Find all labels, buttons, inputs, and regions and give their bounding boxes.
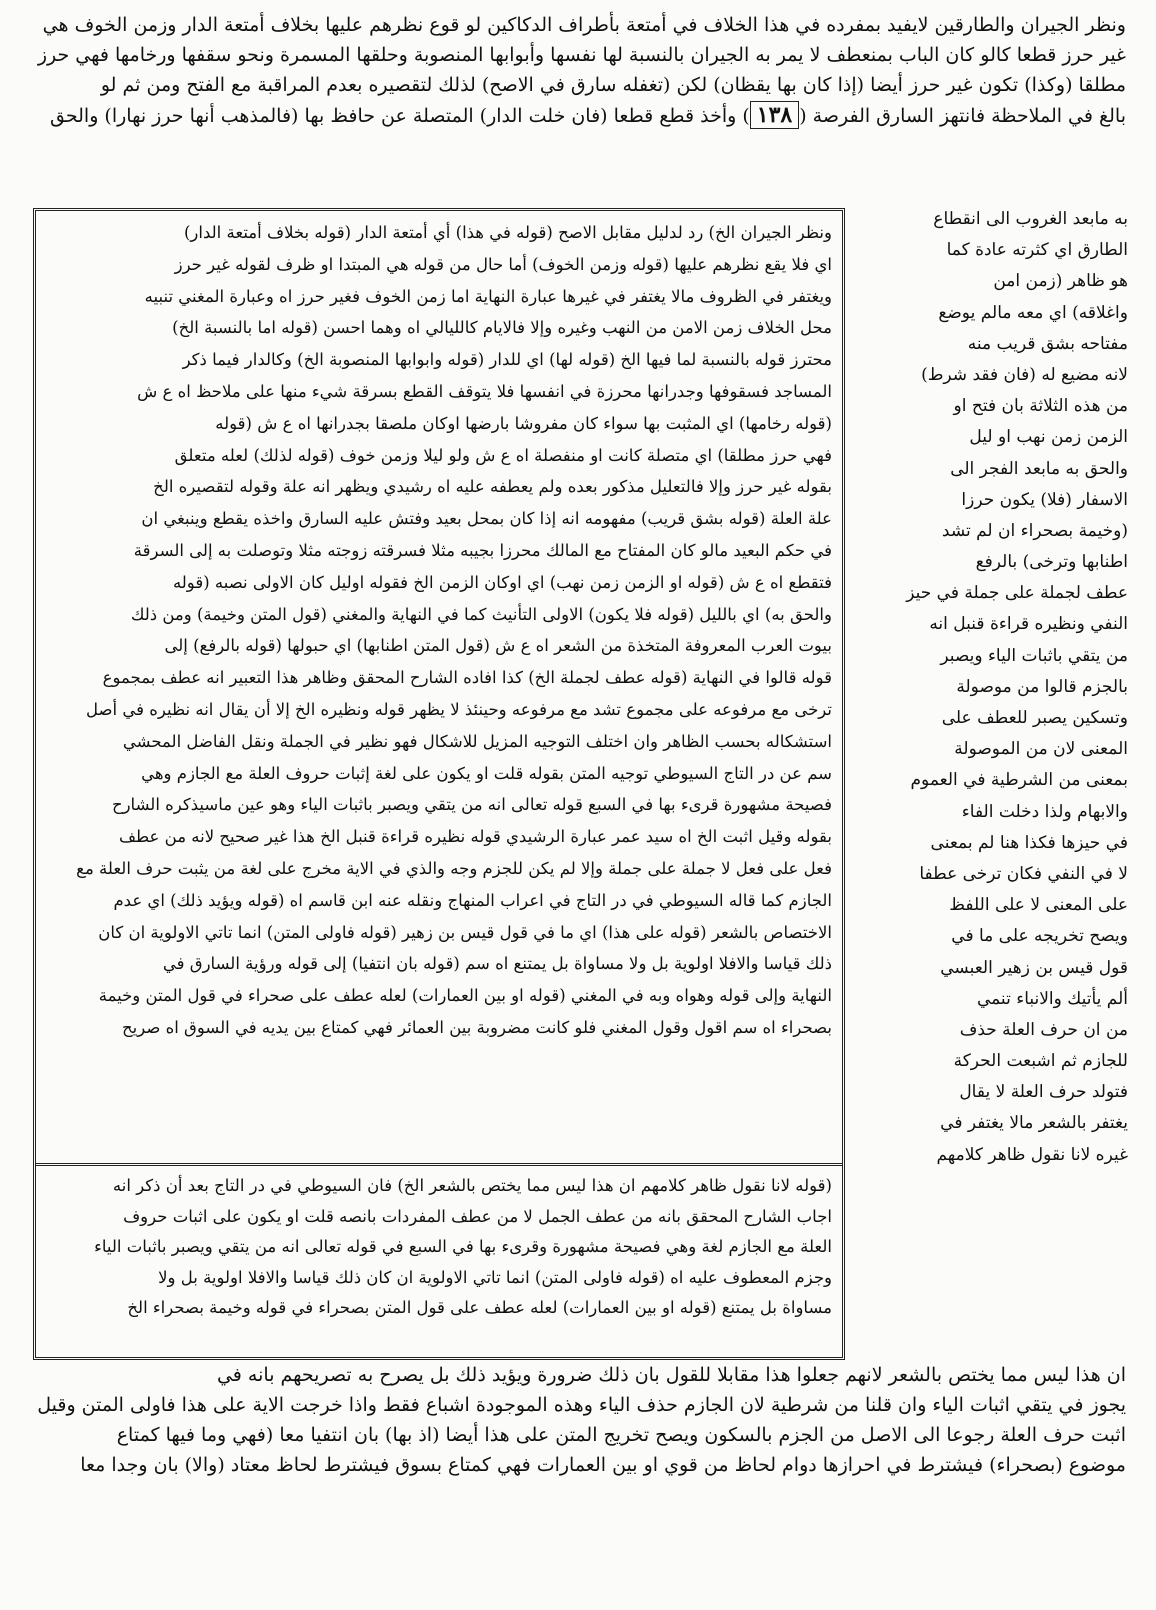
section-divider [36, 1163, 842, 1166]
side-line: غيره لانا نقول ظاهر كلامهم [936, 1144, 1128, 1165]
main-text-top [34, 10, 1126, 130]
side-line: واغلاقه) اي معه مالم يوضع [938, 302, 1128, 323]
commentary-line: محترز قوله بالنسبة لما فيها الخ (قوله لها) اي للدار (قوله وابوابها المنصوبة الخ) وكالدار فيما ذكر [182, 350, 832, 370]
commentary-line: النهاية وإلى قوله وهواه وبه في المغني (قوله او بين العمارات) لعله عطف على صحراء في قول المتن وخيمة [98, 986, 832, 1006]
commentary-frame [33, 208, 845, 1360]
commentary-line: ذلك قياسا والافلا اولوية بل ولا مساواة بل يمتنع اه سم (قوله بان انتفيا) إلى قوله ورؤية السارق في [162, 954, 832, 974]
side-line: بالجزم قالوا من موصولة [956, 676, 1128, 697]
text-line: ونظر الجيران والطارقين لايفيد بمفرده في هذا الخلاف في أمتعة بأطراف الدكاكين لو قوع نظرهم عليها بخلاف أمتعة الدار وزمن الخوف هي [42, 14, 1126, 36]
side-line: هو ظاهر (زمن امن [993, 271, 1128, 292]
commentary-line: ترخى مع مرفوعه على مجموع تشد مع مرفوعه وحينئذ لا يظهر قوله ونظيره الخ إلا أن يقال انه نظيره في أصل [86, 699, 832, 719]
commentary-line: فعل على فعل لا جملة على جملة وإلا لم يكن للجزم وجه والذي في الاية مخرج على لغة من يثبت حرف العلة مع [76, 858, 832, 878]
text-line: اثبت حرف العلة رجوعا الى الاصل من الجزم بالسكون ويصح تخريج المتن على هذا أيضا (اذ بها) بان انتفيا معا (فهي وما فيها كمتاع [116, 1424, 1126, 1446]
commentary-line: فصيحة مشهورة قرىء بها في السبع قوله تعالى انه من يتقي ويصبر باثبات الياء وهو عين ماسيذكره الشارح [111, 795, 832, 815]
side-line: وتسكين يصبر للعطف على [941, 708, 1128, 728]
side-line: يغتفر بالشعر مالا يغتفر في [940, 1113, 1128, 1134]
main-text-side-column [850, 204, 1128, 1171]
side-line: المعنى لان من الموصولة [954, 739, 1128, 760]
text-line: ان هذا ليس مما يختص بالشعر لانهم جعلوا هذا مقابلا للقول بان ذلك ضرورة ويؤيد ذلك بل يصرح به تصريحهم بانه في [216, 1364, 1126, 1386]
commentary-line: في حكم البعيد مالو كان المفتاح مع المالك محرزا بجيبه مثلا فسرقته زوجته مثلا وتوصلت به إلى السرقة [133, 540, 832, 560]
side-line: من ان حرف العلة حذف [959, 1019, 1128, 1040]
footnote-text [48, 1171, 832, 1324]
commentary-line: استشكاله بحسب الظاهر وان اختلف التوجيه المزيل للاشكال فهو نظير في الجملة ونقل الفاضل المحشي [122, 731, 832, 751]
text-line: يجوز في يتقي اثبات الياء وان قلنا من شرطية لان الجازم حذف الياء وهذه الموجودة اشباع فقط واذا خرجت الاية على هذا فاولى المتن وقيل [37, 1394, 1126, 1416]
commentary-line: اي فلا يقع نظرهم عليها (قوله وزمن الخوف) أما حال من قوله هي المبتدا او ظرف لقوله غير حرز [174, 254, 832, 274]
commentary-line: الاختصاص بالشعر (قوله على هذا) اي ما في قول قيس بن زهير (قوله فاولى المتن) انما تاتي الاولوية ان كان [98, 922, 832, 942]
commentary-line: بقوله وقيل اثبت الخ اه سيد عمر عبارة الرشيدي قوله نظيره قراءة قنبل الخ هذا غير صحيح لانه من عطف [118, 827, 832, 847]
side-line: والابهام ولذا دخلت الفاء [961, 801, 1128, 822]
text-line: مطلقا (وكذا) تكون غير حرز أيضا (إذا كان بها يقظان) لكن (تغفله سارق في الاصح) لذلك لتقصيره بعدم المراقبة مع الفتح ومن ثم لو [100, 74, 1126, 96]
footnote-line: وجزم المعطوف عليه اه (قوله فاولى المتن) انما تاتي الاولوية ان كان ذلك قياسا والافلا اولوية بل ولا [158, 1267, 832, 1287]
side-line: من يتقي باثبات الياء ويصبر [940, 645, 1128, 666]
side-line: لانه مضيع له (فان فقد شرط) [921, 364, 1128, 385]
commentary-line: محل الخلاف زمن الامن من النهب وغيره وإلا فالايام كالليالي اه وهما احسن (قوله اما بالنسبة الخ) [172, 318, 832, 338]
commentary-line: المساجد فسقوفها وجدرانها محرزة في انفسها فلا يتوقف القطع بسرقة شيء منها على ملاحظ اه ع ش [137, 381, 832, 401]
side-line: على المعنى لا على اللفظ [949, 895, 1128, 916]
side-line: الاسفار (فلا) يكون حرزا [961, 489, 1128, 510]
commentary-line: فهي حرز مطلقا) اي متصلة كانت او منفصلة اه ع ش ولو ليلا وزمن خوف (قوله لذلك) لعله متعلق [174, 445, 832, 465]
side-line: عطف لجملة على جملة في حيز [906, 583, 1128, 604]
side-line: لا في النفي فكان ترخى عطفا [919, 863, 1128, 884]
side-line: اطنابها وترخى) بالرفع [975, 552, 1128, 573]
commentary-line: والحق به) اي بالليل (قوله فلا يكون) الاولى التأنيث كما في النهاية والمغني (قول المتن وخيمة) ومن ذلك [130, 604, 832, 624]
side-line: من هذه الثلاثة بان فتح او [953, 396, 1128, 417]
commentary-line: فتقطع اه ع ش (قوله او الزمن زمن نهب) اي اوكان الزمن الخ فقوله اوليل كان الاولى نصبه (قوله [172, 572, 832, 592]
side-line: والحق به مابعد الفجر الى [950, 458, 1128, 479]
footnote-line: العلة مع الجازم لغة وهي فصيحة مشهورة وقرىء بها في السبع في قوله تعالى انه من يتقي ويصبر باثبات الياء [94, 1237, 832, 1256]
side-line: الطارق اي كثرته عادة كما [946, 240, 1128, 261]
side-line: النفي ونظيره قراءة قنبل انه [929, 614, 1128, 635]
side-line: قول قيس بن زهير العبسي [940, 957, 1128, 978]
side-line: للجازم ثم اشبعت الحركة [953, 1051, 1128, 1072]
commentary-text [48, 217, 832, 1044]
commentary-line: سم عن در التاج السيوطي توجيه المتن بقوله قلت او يكون على لغة إثبات حروف العلة مع الجازم وهي [141, 763, 832, 783]
side-line: في حيزها فكذا هنا لم بمعنى [930, 832, 1128, 853]
side-line: بمعنى من الشرطية في العموم [910, 770, 1128, 791]
side-line: مفتاحه بشق قريب منه [967, 333, 1128, 354]
side-line: ألم يأتيك والانباء تنمي [976, 988, 1128, 1009]
footnote-line: اجاب الشارح المحقق بانه من عطف الجمل لا من عطف المفردات بانصه قلت او يكون على اثبات حروف [123, 1206, 832, 1226]
commentary-line: ويغتفر في الظروف مالا يغتفر في غيرها عبارة النهاية اما زمن الخوف فغير حرز اه وعبارة المغني تنبيه [144, 286, 832, 306]
commentary-line: (قوله رخامها) اي المثبت بها سواء كان مفروشا بارضها اوكان ملصقا بجدرانها اه ع ش (قوله [215, 413, 832, 433]
footnote-line: مساواة بل يمتنع (قوله او بين العمارات) لعله عطف على قول المتن بصحراء في قوله وخيمة بصحراء الخ [127, 1298, 832, 1317]
side-line: فتولد حرف العلة لا يقال [959, 1082, 1128, 1103]
side-line: ويصح تخريجه على ما في [951, 926, 1128, 947]
commentary-line: علة العلة (قوله بشق قريب) مفهومه انه إذا كان بمحل بعيد وفتش عليه السارق واخذه يقطع وينبغي ان [141, 509, 832, 529]
footnote-line: (قوله لانا نقول ظاهر كلامهم ان هذا ليس مما يختص بالشعر الخ) فان السيوطي في در التاج بعد أن ذكر انه [112, 1176, 832, 1195]
text-line: موضوع (بصحراء) فيشترط في احرازها دوام لحاظ من قوي او بين العمارات فهي كمتاع بسوق فيشترط لحاظ معتاد (والا) بان وجدا معا [80, 1454, 1126, 1476]
commentary-line: بقوله غير حرز وإلا فالتعليل مذكور بعده ولم يعطفه عليه اه رشيدي ويظهر انه علة وقوله لتقصيره الخ [153, 477, 832, 497]
text-line: بالغ في الملاحظة فانتهز السارق الفرصة (١٣٨) وأخذ قطع قطعا (فان خلت الدار) المتصلة عن حافظ بها (فالمذهب أنها حرز نهارا) والحق [50, 102, 1126, 128]
commentary-line: بيوت العرب المعروفة المتخذة من الشعر اه ع ش (قول المتن اطنابها) اي حبولها (قوله بالرفع) إلى [164, 636, 832, 656]
side-line: (وخيمة بصحراء ان لم تشد [941, 520, 1128, 541]
commentary-line: قوله قالوا في النهاية (قوله عطف لجملة الخ) كذا افاده الشارح المحقق وظاهر هذا التعبير انه عطف بمجموع [102, 668, 832, 688]
commentary-line: بصحراء اه سم اقول وقول المغني فلو كانت مضروبة بين العمائر فهي كمتاع بين يديه في السوق اه صريح [121, 1017, 832, 1037]
side-line: به مابعد الغروب الى انقطاع [933, 209, 1128, 229]
text-line: غير حرز قطعا كالو كان الباب بمنعطف لا يمر به الجيران بالنسبة لها نفسها وأبوابها المنصوبة وحلقها المسمرة ونحو سقفها ورخامها فهي حرز [37, 44, 1126, 66]
commentary-line: ونظر الجيران الخ) رد لدليل مقابل الاصح (قوله في هذا) أي أمتعة الدار (قوله بخلاف أمتعة الدار) [184, 223, 832, 242]
main-text-bottom [34, 1360, 1126, 1480]
commentary-line: الجازم كما قاله السيوطي في در التاج في اعراب المنهاج ونقله عنه ابن قاسم اه (قوله ويؤيد ذلك) اي عدم [113, 890, 832, 910]
page-number: ١٣٨ [750, 101, 799, 129]
side-line: الزمن زمن نهب او ليل [969, 427, 1128, 448]
